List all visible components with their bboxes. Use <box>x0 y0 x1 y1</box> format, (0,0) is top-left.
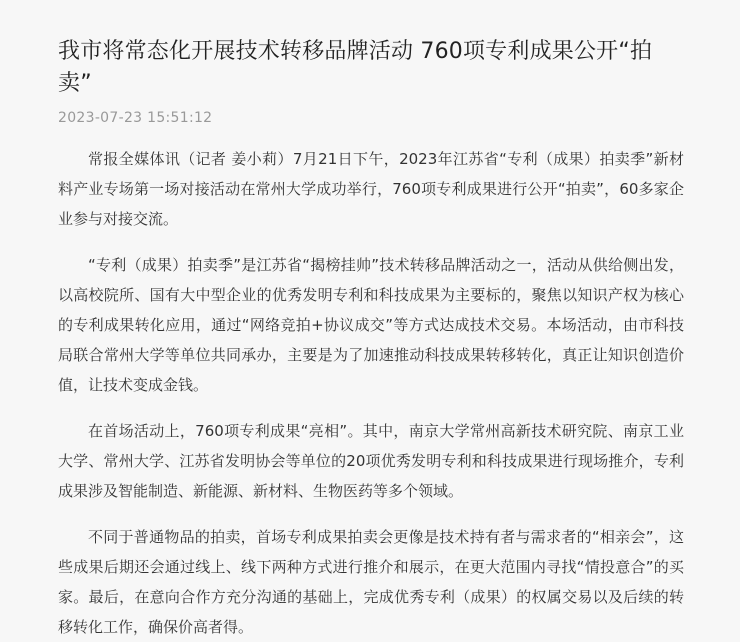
article-title: 我市将常态化开展技术转移品牌活动 760项专利成果公开“拍卖” <box>58 39 653 96</box>
article-paragraph: 不同于普通物品的拍卖，首场专利成果拍卖会更像是技术持有者与需求者的“相亲会”，这些成果后期还会通过线上、线下两种方式进行推介和展示，在更大范围内寻找“情投意合”的买家。最后，在意向合作方充分沟通的基础上，完成优秀专利（成果）的权属交易以及后续的转移转化工作，确保价高者得。 <box>58 528 684 636</box>
article-paragraph: 常报全媒体讯（记者 姜小莉）7月21日下午，2023年江苏省“专利（成果）拍卖季”新材料产业专场第一场对接活动在常州大学成功举行，760项专利成果进行公开“拍卖”，60多家企业参与对接交流。 <box>58 150 684 228</box>
article-paragraph: 在首场活动上，760项专利成果“亮相”。其中，南京大学常州高新技术研究院、南京工业大学、常州大学、江苏省发明协会等单位的20项优秀发明专利和科技成果进行现场推介，专利成果涉及智能制造、新能源、新材料、生物医药等多个领域。 <box>58 422 684 500</box>
publish-datetime: 2023-07-23 15:51:12 <box>58 110 213 126</box>
article-paragraph: “专利（成果）拍卖季”是江苏省“揭榜挂帅”技术转移品牌活动之一，活动从供给侧出发，以高校院所、国有大中型企业的优秀发明专利和科技成果为主要标的，聚焦以知识产权为核心的专利成果转化应用，通过“网络竞拍+协议成交”等方式达成技术交易。本场活动，由市科技局联合常州大学等单位共同承办，主要是为了加速推动科技成果转移转化，真正让知识创造价值，让技术变成金钱。 <box>58 256 684 394</box>
